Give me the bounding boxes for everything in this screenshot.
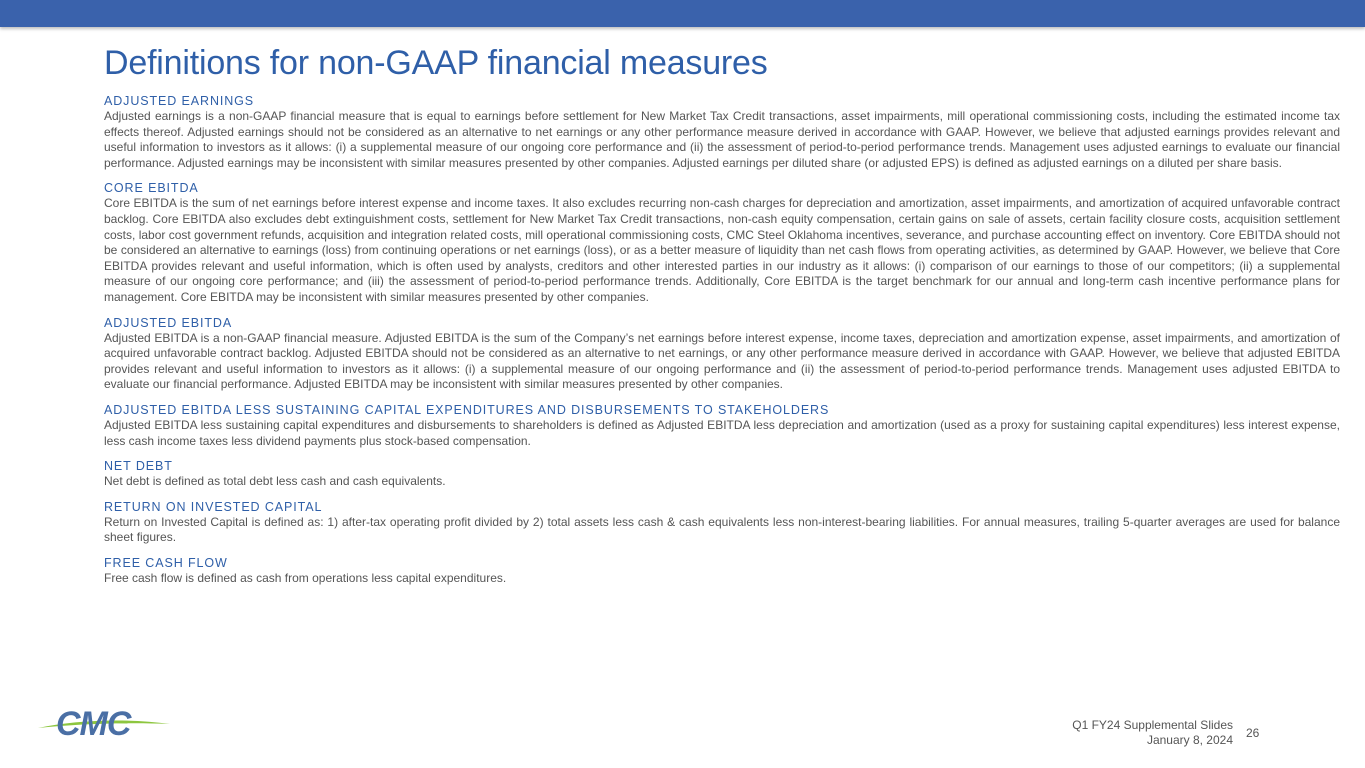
page-title: Definitions for non-GAAP financial measures bbox=[104, 44, 768, 82]
section-heading: FREE CASH FLOW bbox=[104, 555, 228, 570]
section-heading: NET DEBT bbox=[104, 459, 173, 474]
section-body: Return on Invested Capital is defined as: 1) after-tax operating profit divided by 2) total assets less cash & cash equivalents less non-interest-bearing liabilities. For annual measures, trailing 5-quarter averages are used for balance sheet figures. bbox=[104, 514, 1340, 545]
section-body: Adjusted EBITDA is a non-GAAP financial measure. Adjusted EBITDA is the sum of the Company’s net earnings before interest expense, income taxes, depreciation and amortization expense, asset impairments, and amortization of acquired unfavorable contract backlog. Adjusted EBITDA should not be considered as an alternative to net earnings, or any other performance measure derived in accordance with GAAP. However, we believe that adjusted EBITDA provides relevant and useful information to investors as it allows: (i) a supplemental measure of our ongoing performance and (ii) the assessment of period-to-period performance trends. Management uses adjusted EBITDA to evaluate our financial performance. Adjusted EBITDA may be inconsistent with similar measures presented by other companies. bbox=[104, 330, 1340, 392]
section-roic bbox=[104, 500, 1340, 546]
section-net-debt bbox=[104, 459, 1340, 490]
section-heading: ADJUSTED EARNINGS bbox=[104, 94, 255, 108]
footer-date: January 8, 2024 bbox=[1146, 733, 1233, 747]
logo-text: CMC bbox=[56, 705, 131, 740]
section-adjusted-earnings bbox=[104, 94, 1340, 171]
section-body: Net debt is defined as total debt less cash and cash equivalents. bbox=[104, 474, 446, 489]
section-core-ebitda bbox=[104, 181, 1340, 305]
footer-deck-title: Q1 FY24 Supplemental Slides bbox=[1072, 718, 1233, 732]
section-heading: CORE EBITDA bbox=[104, 181, 199, 196]
section-heading: RETURN ON INVESTED CAPITAL bbox=[104, 499, 323, 514]
section-adjusted-ebitda bbox=[104, 316, 1340, 393]
section-free-cash-flow bbox=[104, 556, 1340, 587]
section-heading: ADJUSTED EBITDA bbox=[104, 315, 233, 330]
section-adjusted-ebitda-less-capex bbox=[104, 403, 1340, 449]
section-body: Free cash flow is defined as cash from operations less capital expenditures. bbox=[104, 570, 507, 585]
header-bar bbox=[0, 0, 1365, 27]
page-number: 26 bbox=[1246, 726, 1260, 740]
section-body: Core EBITDA is the sum of net earnings before interest expense and income taxes. It also excludes recurring non-cash charges for depreciation and amortization, asset impairments, and amortization of acquired unfavorable contract backlog. Core EBITDA also excludes debt extinguishment costs, settlement for New Market Tax Credit transactions, non-cash equity compensation, certain gains on sale of assets, certain facility closure costs, acquisition settlement costs, labor cost government refunds, acquisition and integration related costs, mill operational commissioning costs, CMC Steel Oklahoma incentives, severance, and purchase accounting effect on inventory. Core EBITDA should not be considered an alternative to earnings (loss) from continuing operations or net earnings (loss), or as a better measure of liquidity than net cash flows from operating activities, as determined by GAAP. However, we believe that Core EBITDA provides relevant and useful information, which is often used by analysts, creditors and other interested parties in our industry as it allows: (i) comparison of our earnings to those of our competitors; (ii) a supplemental measure of our ongoing core performance; and (iii) the assessment of period-to-period performance trends. Additionally, Core EBITDA is the target benchmark for our annual and long-term cash incentive performance plans for management. Core EBITDA may be inconsistent with similar measures presented by other companies. bbox=[104, 196, 1340, 304]
footer-info bbox=[1072, 718, 1233, 748]
cmc-logo bbox=[36, 700, 172, 740]
section-heading: ADJUSTED EBITDA LESS SUSTAINING CAPITAL EXPENDITURES AND DISBURSEMENTS TO STAKEHOLDERS bbox=[104, 402, 830, 417]
definitions-list bbox=[104, 94, 1340, 596]
section-body: Adjusted EBITDA less sustaining capital expenditures and disbursements to shareholders is defined as Adjusted EBITDA less depreciation and amortization (used as a proxy for sustaining capital expenditures) less interest expense, less cash income taxes less dividend payments plus stock-based compensation. bbox=[104, 417, 1340, 448]
section-body: Adjusted earnings is a non-GAAP financial measure that is equal to earnings before settlement for New Market Tax Credit transactions, asset impairments, mill operational commissioning costs, including the estimated income tax effects thereof. Adjusted earnings should not be considered as an alternative to net earnings or any other performance measure derived in accordance with GAAP. However, we believe that adjusted earnings provides relevant and useful information to investors as it allows: (i) a supplemental measure of our ongoing core performance and (ii) the assessment of period-to-period performance trends. Management uses adjusted earnings to evaluate our financial performance. Adjusted earnings may be inconsistent with similar measures presented by other companies. Adjusted earnings per diluted share (or adjusted EPS) is defined as adjusted earnings on a diluted per share basis. bbox=[104, 109, 1340, 170]
